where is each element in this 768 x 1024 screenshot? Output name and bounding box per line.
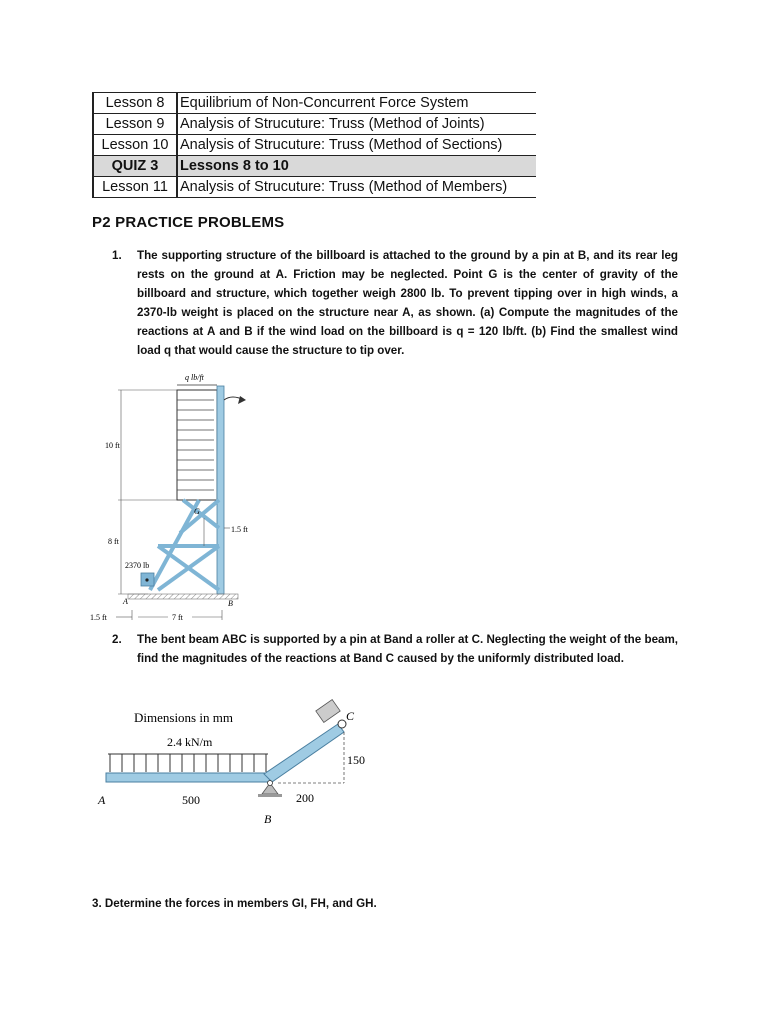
lesson-table bbox=[92, 92, 536, 198]
lesson-row bbox=[93, 135, 536, 156]
problem-2 bbox=[112, 630, 678, 668]
point-b-label: B bbox=[264, 812, 272, 826]
section-heading: P2 PRACTICE PROBLEMS bbox=[92, 214, 285, 231]
point-c-label: C bbox=[346, 709, 355, 723]
distributed-load-label: 2.4 kN/m bbox=[167, 735, 213, 749]
lesson-title: Lessons 8 to 10 bbox=[177, 156, 536, 177]
quiz-row bbox=[93, 156, 536, 177]
support-b-label: B bbox=[228, 599, 233, 608]
problem-number: 1. bbox=[112, 249, 122, 262]
center-of-gravity-label: G bbox=[194, 507, 200, 516]
support-a-label: A bbox=[123, 597, 128, 606]
dim-8ft: 8 ft bbox=[108, 537, 119, 546]
lesson-row bbox=[93, 177, 536, 198]
lesson-number: QUIZ 3 bbox=[93, 156, 177, 177]
dimensions-note: Dimensions in mm bbox=[134, 710, 233, 725]
lesson-number: Lesson 10 bbox=[93, 135, 177, 156]
lesson-row bbox=[93, 114, 536, 135]
bent-beam-figure bbox=[92, 686, 372, 832]
dim-7ft: 7 ft bbox=[172, 613, 183, 622]
lesson-title: Analysis of Strucuture: Truss (Method of Sections) bbox=[177, 135, 536, 156]
dim-1-5ft-right: 1.5 ft bbox=[231, 525, 248, 534]
lesson-number: Lesson 8 bbox=[93, 93, 177, 114]
problem-1 bbox=[112, 246, 678, 360]
billboard-figure bbox=[88, 368, 278, 624]
dim-500: 500 bbox=[182, 793, 200, 807]
problem-number: 2. bbox=[112, 633, 122, 646]
weight-label: 2370 lb bbox=[125, 561, 150, 570]
dim-150: 150 bbox=[347, 753, 365, 767]
problem-text: The bent beam ABC is supported by a pin at Band a roller at C. Neglecting the weight of the beam, find the magnitudes of the reactions at Band C caused by the uniformly distributed load. bbox=[137, 633, 678, 665]
point-a-label: A bbox=[98, 793, 106, 807]
problem-3: 3. Determine the forces in members GI, FH, and GH. bbox=[92, 897, 377, 910]
dim-1-5ft-left: 1.5 ft bbox=[90, 613, 107, 622]
load-label: q lb/ft bbox=[185, 373, 204, 382]
lesson-number: Lesson 11 bbox=[93, 177, 177, 198]
dim-10ft: 10 ft bbox=[105, 441, 120, 450]
lesson-row bbox=[93, 93, 536, 114]
lesson-title: Equilibrium of Non-Concurrent Force System bbox=[177, 93, 536, 114]
lesson-title: Analysis of Strucuture: Truss (Method of Members) bbox=[177, 177, 536, 198]
lesson-title: Analysis of Strucuture: Truss (Method of Joints) bbox=[177, 114, 536, 135]
lesson-number: Lesson 9 bbox=[93, 114, 177, 135]
problem-text: The supporting structure of the billboard is attached to the ground by a pin at B, and its rear leg rests on the ground at A. Friction may be neglected. Point G is the center of gravity of the billboard and structure, which together weigh 2800 lb. To prevent tipping over in high winds, a 2370-lb weight is placed on the structure near A, as shown. (a) Compute the magnitudes of the reactions at A and B if the wind load on the billboard is q = 120 lb/ft. (b) Find the smallest wind load q that would cause the structure to tip over. bbox=[137, 249, 678, 357]
dim-200: 200 bbox=[296, 791, 314, 805]
